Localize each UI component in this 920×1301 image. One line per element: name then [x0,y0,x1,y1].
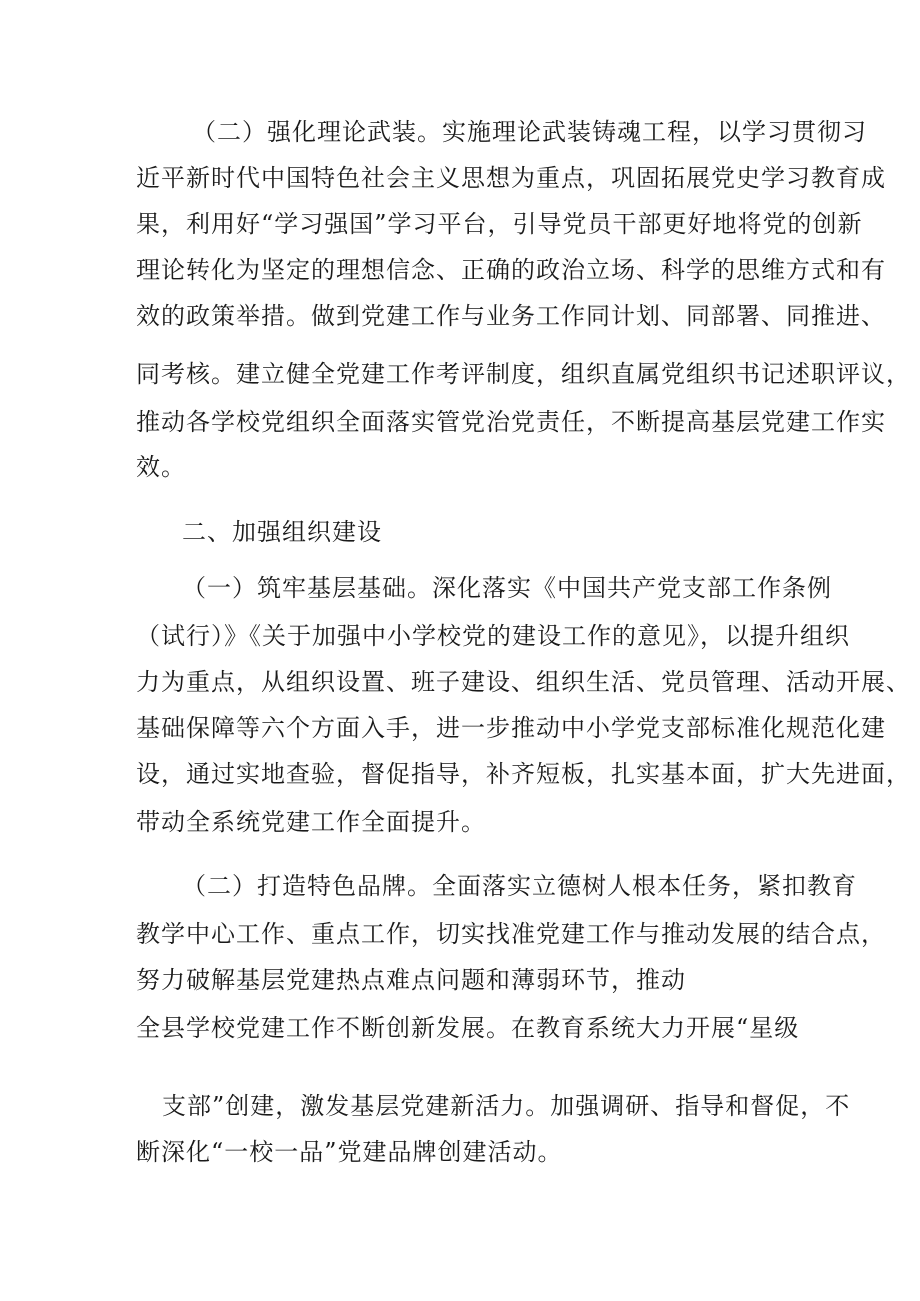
text-line: 同考核。建立健全党建工作考评制度，组织直属党组织书记述职评议， [136,360,911,388]
text-line: 基础保障等六个方面入手，进一步推动中小学党支部标准化规范化建 [136,714,886,742]
text-line: 效。 [136,453,186,481]
text-line: 断深化“一校一品”党建品牌创建活动。 [136,1138,563,1166]
text-line: 努力破解基层党建热点难点问题和薄弱环节，推动 [136,966,686,994]
text-line: 设，通过实地查验，督促指导，补齐短板，扎实基本面，扩大先进面， [136,760,911,788]
text-line: 带动全系统党建工作全面提升。 [136,808,486,836]
text-line: 教学中心工作、重点工作，切实找准党建工作与推动发展的结合点， [136,920,886,948]
text-line: 推动各学校党组织全面落实管党治党责任，不断提高基层党建工作实 [136,408,886,436]
text-line: （二）打造特色品牌。全面落实立德树人根本任务，紧扣教育 [182,872,857,900]
text-line: （一）筑牢基层基础。深化落实《中国共产党支部工作条例 [182,574,832,602]
text-line: 支部”创建，激发基层党建新活力。加强调研、指导和督促，不 [162,1092,851,1120]
text-line: 全县学校党建工作不断创新发展。在教育系统大力开展“星级 [136,1014,800,1042]
text-line: （二）强化理论武装。实施理论武装铸魂工程，以学习贯彻习 [192,118,867,146]
text-line: 效的政策举措。做到党建工作与业务工作同计划、同部署、同推进、 [136,302,886,330]
text-line: 力为重点，从组织设置、班子建设、组织生活、党员管理、活动开展、 [136,668,911,696]
text-line: （试行）》《关于加强中小学校党的建设工作的意见》，以提升组织 [136,622,850,650]
section-heading: 二、加强组织建设 [182,518,382,546]
text-line: 果，利用好“学习强国”学习平台，引导党员干部更好地将党的创新 [136,210,863,238]
text-line: 近平新时代中国特色社会主义思想为重点，巩固拓展党史学习教育成 [136,164,886,192]
text-line: 理论转化为坚定的理想信念、正确的政治立场、科学的思维方式和有 [136,256,886,284]
